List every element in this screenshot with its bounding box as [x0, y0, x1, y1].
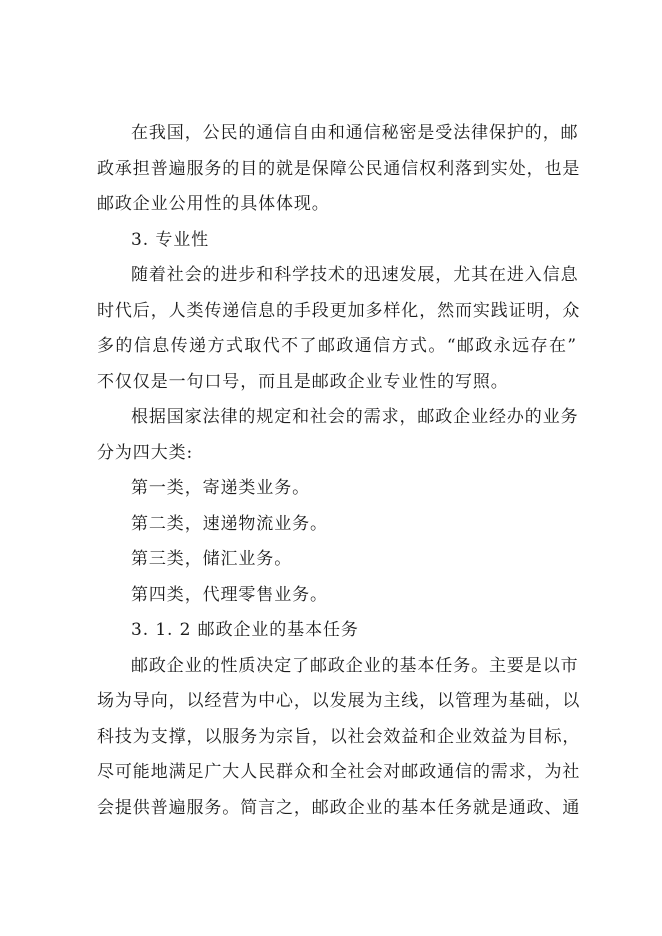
paragraph-line: 会提供普遍服务。简言之，邮政企业的基本任务就是通政、通	[97, 797, 581, 818]
paragraph-line: 科技为支撑，以服务为宗旨，以社会效益和企业效益为目标，	[97, 726, 581, 747]
paragraph-line: 邮政企业公用性的具体体现。	[97, 194, 330, 214]
list-item: 第二类，速递物流业务。	[131, 513, 328, 534]
section-heading: 3. 1. 2 邮政企业的基本任务	[131, 620, 359, 640]
list-item: 第四类，代理零售业务。	[131, 584, 328, 605]
paragraph-line: 在我国，公民的通信自由和通信秘密是受法律保护的，邮	[131, 123, 579, 143]
paragraph-line: 根据国家法律的规定和社会的需求，邮政企业经办的业务	[131, 407, 579, 427]
paragraph-line: 分为四大类:	[97, 442, 194, 463]
paragraph-line: 尽可能地满足广大人民群众和全社会对邮政通信的需求，为社	[97, 762, 581, 782]
paragraph-line: 随着社会的进步和科学技术的迅速发展，尤其在进入信息	[131, 265, 579, 285]
paragraph-line: 邮政企业的性质决定了邮政企业的基本任务。主要是以市	[131, 655, 579, 676]
paragraph-line: 多的信息传递方式取代不了邮政通信方式。“邮政永远存在”	[97, 336, 577, 356]
paragraph-line: 政承担普遍服务的目的就是保障公民通信权利落到实处，也是	[97, 158, 581, 179]
section-heading: 3. 专业性	[131, 229, 210, 250]
list-item: 第三类，储汇业务。	[131, 549, 293, 569]
paragraph-line: 不仅仅是一句口号，而且是邮政企业专业性的写照。	[97, 371, 509, 392]
paragraph-line: 时代后，人类传递信息的手段更加多样化，然而实践证明，众	[97, 300, 581, 321]
list-item: 第一类，寄递类业务。	[131, 478, 310, 498]
document-body	[97, 116, 581, 826]
paragraph-line: 场为导向，以经营为中心，以发展为主线，以管理为基础，以	[97, 691, 581, 711]
